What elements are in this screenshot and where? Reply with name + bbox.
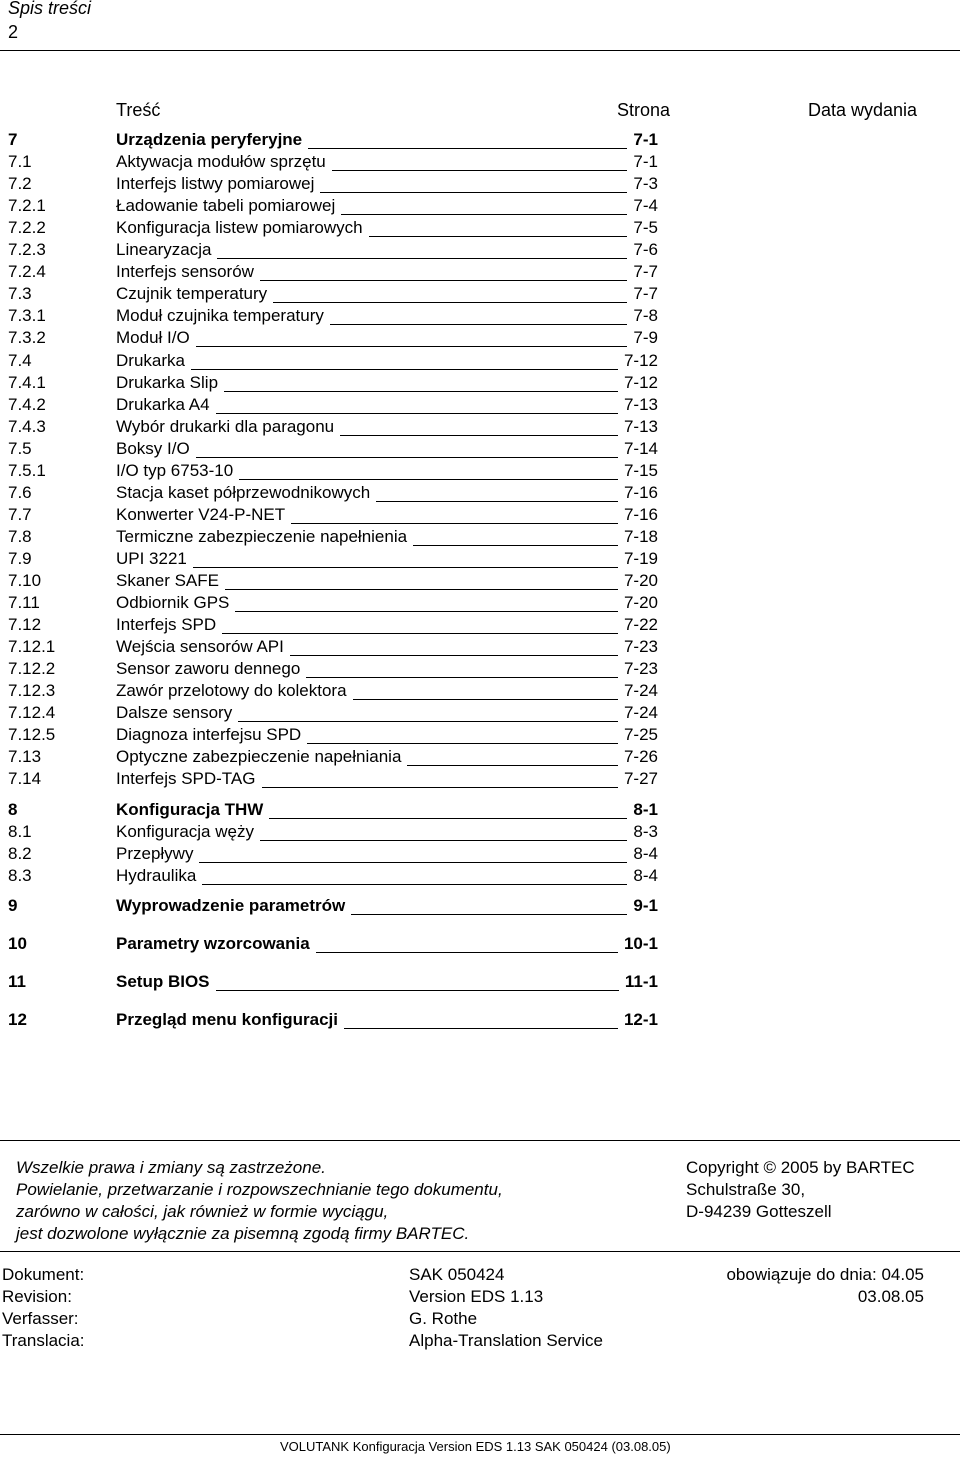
meta-row-translacia: [0, 1330, 960, 1352]
toc-entry[interactable]: [0, 151, 960, 173]
toc-entry-number: 7.12.1: [8, 637, 56, 657]
toc-leader-line: [316, 952, 618, 953]
toc-leader-line: [235, 611, 618, 612]
toc-leader-line: [191, 369, 618, 370]
toc-leader-line: [344, 1028, 618, 1029]
toc-entry-page: 7-16: [623, 482, 658, 502]
toc-entry[interactable]: [0, 394, 960, 416]
meta-row-revision: [0, 1286, 960, 1308]
toc-entry-number: 7.12.3: [8, 681, 56, 701]
toc-entry-page: 7-24: [623, 681, 658, 701]
toc-entry[interactable]: [0, 438, 960, 460]
toc-entry-title: Aktywacja modułów sprzętu: [116, 152, 326, 172]
toc-leader-line: [225, 589, 618, 590]
revision-value: Version EDS 1.13: [409, 1287, 544, 1306]
toc-entry-title: Termiczne zabezpieczenie napełnienia: [116, 526, 408, 546]
toc-entry-title: Hydraulika: [116, 865, 197, 885]
toc-entry[interactable]: [0, 614, 960, 636]
header-title: Spis treści: [8, 0, 92, 18]
toc-leader-line: [216, 990, 619, 991]
toc-entry-number: 7.2.1: [8, 196, 46, 216]
toc-entry-title: Ładowanie tabeli pomiarowej: [116, 196, 336, 216]
toc-leader-line: [291, 523, 618, 524]
toc-entry[interactable]: [0, 799, 960, 821]
toc-entry-page: 7-16: [623, 504, 658, 524]
dokument-label: Dokument:: [2, 1265, 85, 1284]
toc-entry[interactable]: [0, 570, 960, 592]
toc-entry-page: 7-1: [633, 130, 658, 149]
toc-entry-title: Stacja kaset półprzewodnikowych: [116, 482, 371, 502]
revision-label: Revision:: [2, 1287, 72, 1306]
toc-entry-title: Przegląd menu konfiguracji: [116, 1009, 338, 1029]
toc-entry[interactable]: [0, 327, 960, 349]
toc-leader-line: [238, 721, 618, 722]
toc-entry-title: Optyczne zabezpieczenie napełniania: [116, 747, 402, 767]
toc-entry-number: 7.11: [8, 593, 40, 613]
toc-leader-line: [320, 192, 627, 193]
toc-entry-title: Dalsze sensory: [116, 703, 233, 723]
rights-notice-line: Wszelkie prawa i zmiany są zastrzeżone.: [16, 1158, 326, 1177]
footer-divider: [0, 1434, 960, 1435]
legal-notice-box: [0, 1140, 960, 1252]
toc-entry-page: 7-9: [633, 328, 658, 348]
toc-entry-number: 11: [8, 971, 26, 991]
revision-date: 03.08.05: [857, 1287, 924, 1306]
toc-entry-title: Czujnik temperatury: [116, 284, 268, 304]
toc-leader-line: [262, 787, 618, 788]
toc-leader-line: [330, 324, 628, 325]
copyright-block: [686, 1157, 915, 1223]
toc-leader-line: [199, 862, 627, 863]
toc-entry-number: 7.12.5: [8, 725, 56, 745]
toc-entry-number: 8: [8, 799, 18, 819]
toc-leader-line: [351, 914, 627, 915]
toc-entry-page: 7-5: [633, 218, 658, 238]
toc-entry-page: 7-8: [633, 306, 658, 326]
page-footer: VOLUTANK Konfiguracja Version EDS 1.13 SAK 050424 (03.08.05): [280, 1439, 671, 1454]
toc-entry-page: 7-25: [623, 725, 658, 745]
toc-entry-number: 7.1: [8, 152, 32, 172]
toc-leader-line: [224, 391, 618, 392]
toc-entry-page: 8-4: [633, 843, 658, 863]
toc-leader-line: [290, 655, 618, 656]
toc-entry-title: Urządzenia peryferyjne: [116, 130, 303, 149]
toc-entry[interactable]: [0, 636, 960, 658]
dokument-value: SAK 050424: [409, 1265, 505, 1284]
toc-entry[interactable]: [0, 239, 960, 261]
rights-notice-line: zarówno w całości, jak również w formie wyciągu,: [16, 1202, 389, 1221]
toc-entry-number: 7.12: [8, 615, 42, 635]
verfasser-label: Verfasser:: [2, 1309, 79, 1328]
toc-entry-number: 7.3.1: [8, 306, 46, 326]
toc-entry[interactable]: [0, 843, 960, 865]
toc-leader-line: [353, 699, 618, 700]
toc-entry-title: Skaner SAFE: [116, 571, 219, 590]
toc-entry[interactable]: [0, 933, 960, 955]
toc-entry-page: 7-26: [623, 747, 658, 767]
toc-leader-line: [369, 236, 628, 237]
toc-entry-page: 7-4: [633, 196, 658, 216]
toc-entry-page: 11-1: [624, 971, 658, 991]
toc-entry-number: 7.10: [8, 571, 42, 590]
address-city: D-94239 Gotteszell: [686, 1202, 832, 1221]
toc-entry[interactable]: [0, 504, 960, 526]
toc-entry[interactable]: [0, 350, 960, 372]
toc-entry-page: 7-27: [623, 769, 658, 789]
toc-entry-number: 7.2.3: [8, 240, 46, 260]
toc-entry-page: 7-22: [623, 615, 658, 635]
toc-entry-number: 8.2: [8, 843, 32, 863]
toc-entry-title: Konfiguracja węży: [116, 821, 254, 841]
toc-entry-page: 7-20: [623, 571, 658, 590]
toc-entry-number: 7.3.2: [8, 328, 46, 348]
toc-entry-title: Wyprowadzenie parametrów: [116, 895, 346, 915]
toc-entry-number: 7.4: [8, 350, 32, 370]
toc-entry-number: 12: [8, 1009, 27, 1029]
toc-entry-page: 7-23: [623, 659, 658, 679]
toc-entry-title: Interfejs listwy pomiarowej: [116, 174, 315, 194]
translacia-value: Alpha-Translation Service: [409, 1331, 604, 1350]
toc-entry[interactable]: [0, 746, 960, 768]
toc-entry-number: 7.2.2: [8, 218, 46, 238]
toc-entry-page: 7-12: [623, 350, 658, 370]
toc-entry-number: 7.2.4: [8, 262, 46, 282]
column-header-data-wydania: Data wydania: [808, 100, 918, 120]
column-header-strona: Strona: [617, 100, 671, 120]
toc-leader-line: [196, 346, 628, 347]
toc-entry-title: Diagnoza interfejsu SPD: [116, 725, 302, 745]
toc-entry[interactable]: [0, 173, 960, 195]
toc-leader-line: [202, 884, 627, 885]
toc-entry[interactable]: [0, 217, 960, 239]
toc-entry-page: 7-1: [633, 152, 658, 172]
toc-entry-page: 7-24: [623, 703, 658, 723]
toc-entry-title: Parametry wzorcowania: [116, 933, 310, 953]
toc-entry-number: 7.4.3: [8, 416, 46, 436]
toc-entry-number: 7.5: [8, 438, 32, 458]
toc-entry-title: UPI 3221: [116, 548, 187, 568]
toc-entry-page: 7-13: [623, 416, 658, 436]
toc-entry-title: Konfiguracja listew pomiarowych: [116, 218, 363, 238]
toc-leader-line: [307, 743, 618, 744]
toc-entry[interactable]: [0, 416, 960, 438]
toc-entry-number: 7.3: [8, 284, 32, 304]
toc-entry-title: I/O typ 6753-10: [116, 460, 234, 480]
toc-entry-number: 7.2: [8, 174, 32, 194]
toc-entry-number: 7.4.2: [8, 394, 46, 414]
toc-entry-title: Setup BIOS: [116, 971, 210, 991]
copyright-line: Copyright © 2005 by BARTEC: [686, 1158, 915, 1177]
toc-entry-number: 7.8: [8, 526, 32, 546]
toc-entry-title: Odbiornik GPS: [116, 593, 230, 613]
toc-entry[interactable]: [0, 129, 960, 151]
toc-entry[interactable]: [0, 195, 960, 217]
toc-leader-line: [239, 479, 618, 480]
column-header-tresc: Treść: [116, 100, 161, 120]
toc-entry-title: Wybór drukarki dla paragonu: [116, 416, 335, 436]
toc-entry-page: 12-1: [623, 1009, 658, 1029]
toc-entry-page: 10-1: [623, 933, 658, 953]
toc-entry-title: Interfejs SPD: [116, 615, 217, 635]
toc-entry-page: 7-18: [623, 526, 658, 546]
document-metadata: [0, 1264, 960, 1352]
toc-entry-title: Zawór przelotowy do kolektora: [116, 681, 347, 701]
toc-entry[interactable]: [0, 768, 960, 790]
toc-entry[interactable]: [0, 526, 960, 548]
toc-entry-page: 7-13: [623, 394, 658, 414]
page-number: 2: [8, 22, 19, 42]
valid-until: obowiązuje do dnia: 04.05: [726, 1265, 924, 1284]
toc-entry-number: 7.12.4: [8, 703, 56, 723]
toc-leader-line: [376, 501, 618, 502]
toc-entry-title: Interfejs sensorów: [116, 262, 254, 282]
toc-entry-page: 7-3: [633, 174, 658, 194]
toc-entry-page: 7-19: [623, 548, 658, 568]
toc-leader-line: [413, 545, 618, 546]
toc-entry-title: Przepływy: [116, 843, 194, 863]
toc-entry-title: Moduł I/O: [116, 328, 190, 348]
toc-leader-line: [260, 280, 627, 281]
toc-entry[interactable]: [0, 283, 960, 305]
toc-entry[interactable]: [0, 548, 960, 570]
toc-entry[interactable]: [0, 592, 960, 614]
toc-leader-line: [306, 677, 618, 678]
toc-entry-title: Konwerter V24-P-NET: [116, 504, 286, 524]
toc-entry-page: 7-6: [633, 240, 658, 260]
toc-entry[interactable]: [0, 702, 960, 724]
toc-entry-page: 7-15: [623, 460, 658, 480]
toc-entry-title: Drukarka A4: [116, 394, 210, 414]
rights-notice-line: jest dozwolone wyłącznie za pisemną zgodą firmy BARTEC.: [16, 1224, 470, 1243]
toc-leader-line: [260, 840, 627, 841]
toc-entry-title: Sensor zaworu dennego: [116, 659, 301, 679]
toc-entry[interactable]: [0, 1009, 960, 1031]
toc-leader-line: [273, 302, 627, 303]
toc-entry-number: 7.5.1: [8, 460, 46, 480]
toc-entry[interactable]: [0, 372, 960, 394]
toc-entry-number: 7.13: [8, 747, 42, 767]
toc-entry-page: 8-3: [633, 821, 658, 841]
toc-entry[interactable]: [0, 971, 960, 993]
toc-entry-number: 7.7: [8, 504, 32, 524]
toc-entry[interactable]: [0, 482, 960, 504]
toc-entry-page: 7-20: [623, 593, 658, 613]
toc-entry-number: 7.6: [8, 482, 32, 502]
toc-leader-line: [222, 633, 618, 634]
toc-entry[interactable]: [0, 305, 960, 327]
toc-leader-line: [340, 435, 618, 436]
toc-entry[interactable]: [0, 261, 960, 283]
toc-entry-page: 7-7: [633, 262, 658, 282]
toc-entry-title: Linearyzacja: [116, 240, 212, 260]
toc-entry-page: 7-12: [623, 372, 658, 392]
toc-entry[interactable]: [0, 895, 960, 917]
toc-entry-number: 8.3: [8, 865, 32, 885]
toc-entry-title: Wejścia sensorów API: [116, 637, 284, 657]
toc-entry[interactable]: [0, 724, 960, 746]
toc-leader-line: [341, 214, 627, 215]
toc-leader-line: [217, 258, 627, 259]
toc-leader-line: [269, 818, 627, 819]
toc-entry-page: 8-4: [633, 865, 658, 885]
toc-leader-line: [308, 148, 627, 149]
toc-entry-number: 7: [8, 130, 18, 149]
toc-entry-page: 9-1: [633, 895, 658, 915]
toc-leader-line: [193, 567, 618, 568]
toc-entry-title: Drukarka: [116, 350, 185, 370]
translacia-label: Translacia:: [2, 1331, 85, 1350]
toc-entry-number: 7.9: [8, 548, 32, 568]
toc-entry-page: 7-7: [633, 284, 658, 304]
toc-entry-number: 9: [8, 895, 18, 915]
toc-entry-page: 8-1: [633, 799, 658, 819]
toc-entry[interactable]: [0, 865, 960, 887]
toc-entry-number: 8.1: [8, 821, 32, 841]
toc-entry-title: Interfejs SPD-TAG: [116, 769, 256, 789]
toc-leader-line: [407, 765, 618, 766]
toc-entry[interactable]: [0, 658, 960, 680]
toc-entry-number: 10: [8, 933, 27, 953]
toc-entry-title: Konfiguracja THW: [116, 799, 264, 819]
toc-leader-line: [332, 170, 628, 171]
toc-entry-number: 7.12.2: [8, 659, 56, 679]
toc-entry[interactable]: [0, 460, 960, 482]
toc-entry-number: 7.4.1: [8, 372, 46, 392]
toc-leader-line: [196, 457, 618, 458]
verfasser-value: G. Rothe: [409, 1309, 478, 1328]
toc-entry[interactable]: [0, 680, 960, 702]
toc-entry-page: 7-23: [623, 637, 658, 657]
meta-row-dokument: [0, 1264, 960, 1286]
toc-entry-title: Drukarka Slip: [116, 372, 219, 392]
toc-entry-title: Moduł czujnika temperatury: [116, 306, 324, 326]
toc-leader-line: [216, 413, 618, 414]
address-street: Schulstraße 30,: [686, 1180, 806, 1199]
rights-notice-line: Powielanie, przetwarzanie i rozpowszechnianie tego dokumentu,: [16, 1180, 503, 1199]
meta-row-verfasser: [0, 1308, 960, 1330]
toc-entry-page: 7-14: [623, 438, 658, 458]
toc-entry-number: 7.14: [8, 769, 42, 789]
toc-entry-title: Boksy I/O: [116, 438, 190, 458]
toc-entry[interactable]: [0, 821, 960, 843]
rights-notice: [16, 1157, 503, 1245]
